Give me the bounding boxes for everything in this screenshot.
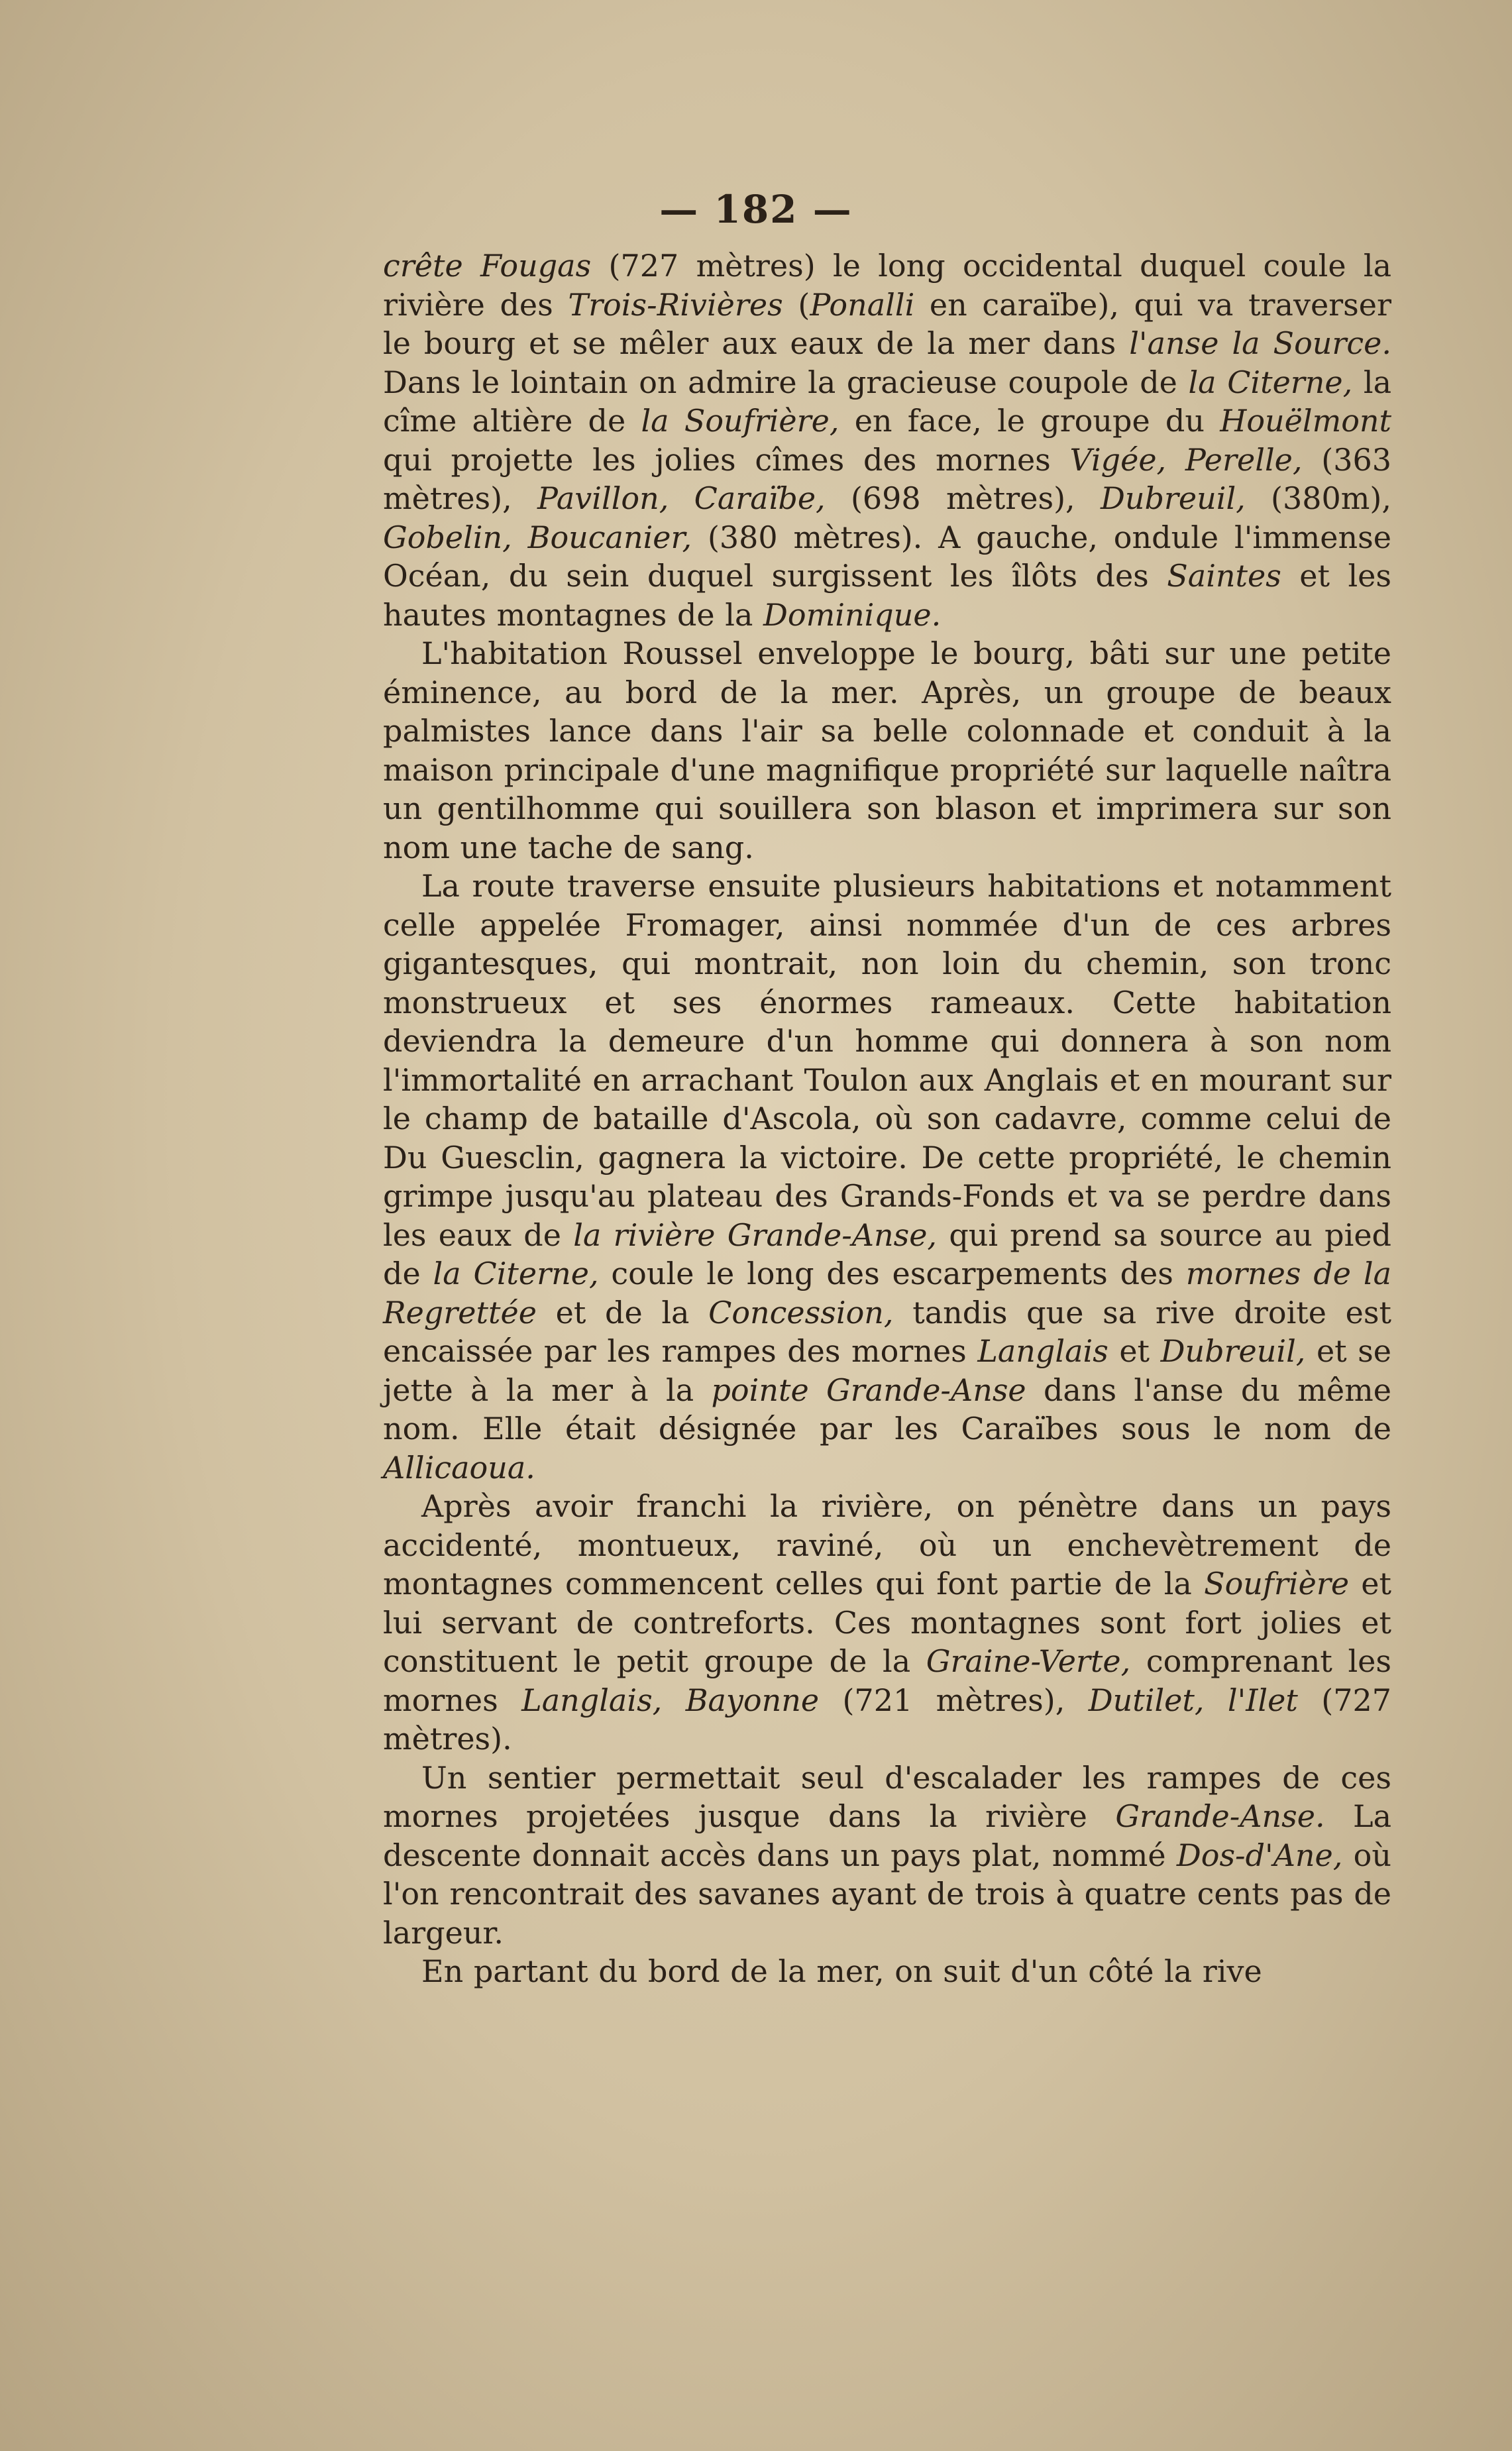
text-run: coule le long des escarpements des: [598, 1256, 1186, 1291]
page-number: — 182 —: [659, 187, 853, 232]
text-run: où l'on rencontrait des savanes ayant de trois à quatre cents pas de largeur.: [383, 1837, 1391, 1951]
italic-text: Dubreuil,: [1160, 1333, 1306, 1369]
italic-text: la Soufrière,: [641, 403, 839, 439]
text-run: La route traverse ensuite plusieurs habitations et notamment celle appelée Fromager, ainsi nommée d'un de ces arbres gigantesques, qui montrait, non loin du chemin, son tronc monstrueux et ses énormes rameaux. Cette habitation deviendra la demeure d'un homme qui donnera à son nom l'immortalité en arrachant Toulon aux Anglais et en mourant sur le champ de bataille d'Ascola, où son cadavre, comme celui de Du Guesclin, gagnera la victoire. De cette propriété, le chemin grimpe jusqu'au plateau des Grands-Fonds et va se perdre dans les eaux de: [383, 868, 1391, 1253]
text-run: (698 mètres),: [825, 480, 1101, 516]
text-run: qui prend sa source au pied de: [383, 1217, 1392, 1291]
italic-text: pointe Grande-Anse: [711, 1372, 1026, 1408]
text-run: et de la: [536, 1294, 709, 1331]
italic-text: Langlais, Bayonne: [521, 1682, 820, 1718]
paragraph: [383, 1952, 1391, 1991]
text-run: (380m),: [1245, 480, 1391, 516]
text-run: dans l'anse du même nom. Elle était désignée par les Caraïbes sous le nom de: [383, 1372, 1391, 1446]
italic-text: Concession,: [708, 1294, 894, 1331]
italic-text: Langlais: [977, 1333, 1108, 1369]
italic-text: Pavillon, Caraïbe,: [537, 480, 826, 516]
italic-text: Dubreuil,: [1100, 480, 1246, 516]
text-run: (: [783, 286, 810, 323]
text-run: (380 mètres). A gauche, ondule l'immense Océan, du sein duquel surgissent les îlôts des: [383, 519, 1391, 594]
italic-text: Soufrière: [1204, 1566, 1350, 1602]
text-run: L'habitation Roussel enveloppe le bourg, bâti sur une petite éminence, au bord de la mer. Après, un groupe de beaux palmistes lance dans l'air sa belle colonnade et conduit à la maison principale d'une magnifique propriété sur laquelle naîtra un gentilhomme qui souillera son blason et imprimera sur son nom une tache de sang.: [383, 635, 1391, 865]
italic-text: Ponalli: [810, 286, 915, 323]
italic-text: Allicaoua.: [383, 1449, 535, 1486]
paragraph: [383, 867, 1391, 1487]
text-run: qui projette les jolies cîmes des mornes: [383, 441, 1070, 478]
text-run: comprenant les mornes: [383, 1643, 1391, 1718]
italic-text: crête Fougas: [383, 248, 592, 284]
paragraph: [383, 1487, 1391, 1759]
italic-text: l'anse la Source.: [1129, 325, 1391, 361]
text-run: en face, le groupe du: [839, 403, 1220, 439]
italic-text: mornes de la Regrettée: [383, 1256, 1391, 1331]
text-run: en caraïbe), qui va traverser le bourg et se mêler aux eaux de la mer dans: [383, 286, 1391, 361]
italic-text: Trois-Rivières: [568, 286, 783, 323]
text-run: Un sentier permettait seul d'escalader les rampes de ces mornes projetées jusque dans la rivière: [383, 1759, 1391, 1834]
text-run: Après avoir franchi la rivière, on pénètre dans un pays accidenté, montueux, raviné, où un enchevètrement de montagnes commencent celles qui font partie de la: [383, 1488, 1391, 1602]
paragraph: [383, 246, 1391, 634]
italic-text: Saintes: [1167, 558, 1281, 594]
text-run: et lui servant de contreforts. Ces montagnes sont fort jolies et constituent le petit groupe de la: [383, 1566, 1391, 1679]
italic-text: Graine-Verte,: [926, 1643, 1131, 1679]
italic-text: la Citerne,: [1188, 364, 1353, 400]
italic-text: Dominique.: [763, 596, 942, 633]
italic-text: Gobelin, Boucanier,: [383, 519, 692, 555]
italic-text: Dos-d'Ane,: [1176, 1837, 1343, 1873]
text-run: (721 mètres),: [819, 1682, 1089, 1718]
text-run: tandis que sa rive droite est encaissée par les rampes des mornes: [383, 1294, 1391, 1369]
italic-text: la Citerne,: [433, 1256, 599, 1291]
text-run: (363 mètres),: [383, 441, 1392, 516]
text-run: La descente donnait accès dans un pays plat, nommé: [383, 1798, 1392, 1873]
italic-text: Vigée, Perelle,: [1069, 441, 1303, 478]
body-text: [383, 246, 1391, 1991]
text-run: et les hautes montagnes de la: [383, 558, 1391, 633]
paragraph: [383, 1759, 1391, 1953]
text-run: (727 mètres) le long occidental duquel coule la rivière des: [383, 248, 1391, 323]
italic-text: Grande-Anse.: [1115, 1798, 1325, 1834]
text-run: En partant du bord de la mer, on suit d'un côté la rive: [421, 1953, 1262, 1989]
italic-text: Dutilet, l'Ilet: [1088, 1682, 1298, 1718]
text-run: la cîme altière de: [383, 364, 1392, 439]
text-run: (727 mètres).: [383, 1682, 1391, 1757]
text-run: et: [1108, 1333, 1161, 1369]
italic-text: la rivière Grande-Anse,: [573, 1217, 938, 1253]
text-run: Dans le lointain on admire la gracieuse coupole de: [383, 364, 1189, 400]
paragraph: [383, 634, 1391, 867]
text-run: et se jette à la mer à la: [383, 1333, 1392, 1408]
italic-text: Houëlmont: [1220, 403, 1392, 439]
